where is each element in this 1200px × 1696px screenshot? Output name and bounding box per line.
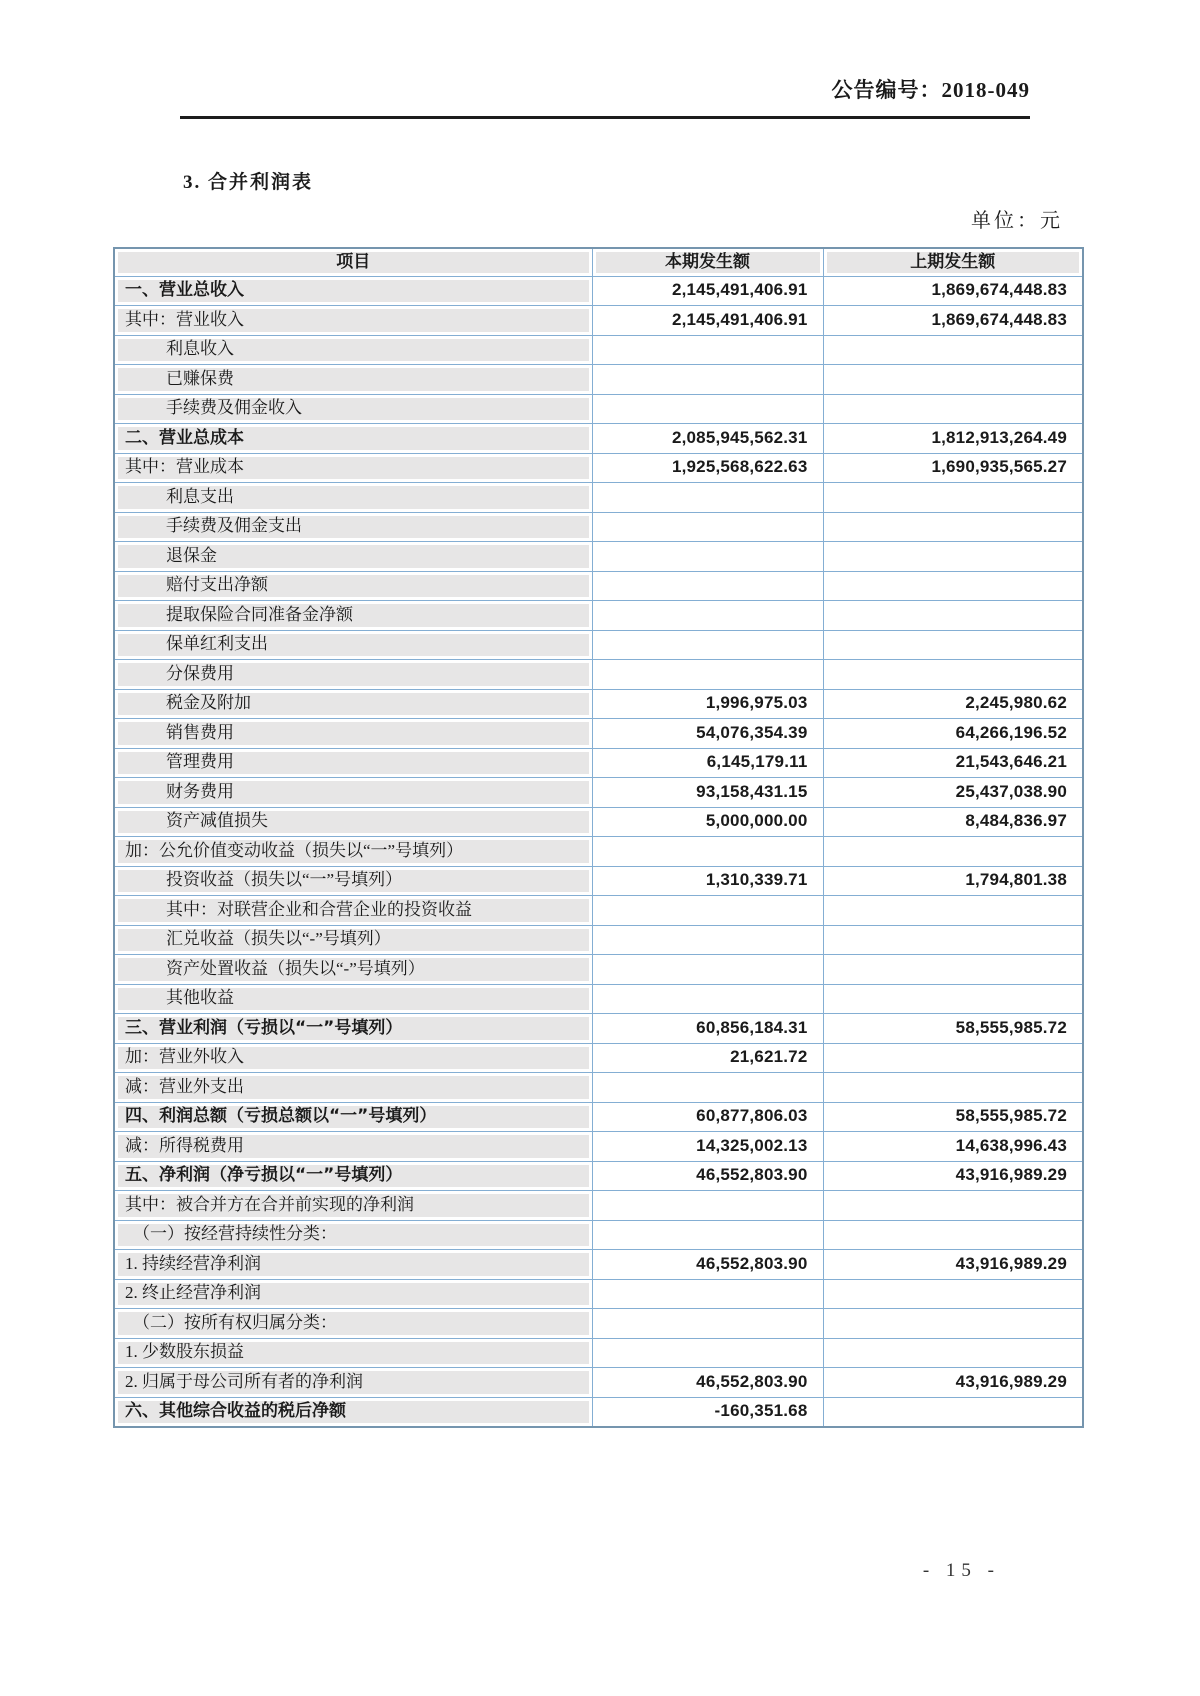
table-row (114, 1132, 1083, 1162)
prior-period-amount-cell (823, 276, 1083, 306)
table-row (114, 896, 1083, 926)
row-label-cell (114, 1043, 592, 1073)
current-period-amount: 1,996,975.03 (596, 693, 820, 716)
current-period-amount-cell (592, 807, 823, 837)
table-row (114, 571, 1083, 601)
current-period-amount (596, 368, 820, 391)
row-label: 汇兑收益（损失以“-”号填列） (118, 929, 589, 952)
table-row (114, 1014, 1083, 1044)
row-label: 销售费用 (118, 722, 589, 745)
prior-period-amount-cell (823, 807, 1083, 837)
current-period-amount (596, 634, 820, 657)
prior-period-amount-cell (823, 660, 1083, 690)
current-period-amount (596, 1283, 820, 1306)
current-period-amount-cell (592, 453, 823, 483)
row-label: 其中：被合并方在合并前实现的净利润 (118, 1194, 589, 1217)
row-label: 退保金 (118, 545, 589, 568)
prior-period-amount-cell (823, 1309, 1083, 1339)
table-row (114, 837, 1083, 867)
prior-period-amount-cell (823, 542, 1083, 572)
table-row (114, 424, 1083, 454)
table-row (114, 306, 1083, 336)
row-label: 其中：对联营企业和合营企业的投资收益 (118, 899, 589, 922)
current-period-amount-cell (592, 1073, 823, 1103)
table-row (114, 276, 1083, 306)
current-period-amount: 14,325,002.13 (596, 1135, 820, 1158)
table-row (114, 453, 1083, 483)
row-label-cell (114, 1338, 592, 1368)
row-label: 减：营业外支出 (118, 1076, 589, 1099)
current-period-amount-cell (592, 837, 823, 867)
table-row (114, 1368, 1083, 1398)
prior-period-amount (827, 1342, 1080, 1365)
current-period-amount (596, 1224, 820, 1247)
current-period-amount-cell (592, 896, 823, 926)
prior-period-amount (827, 663, 1080, 686)
prior-period-amount (827, 1283, 1080, 1306)
current-period-amount-cell (592, 1043, 823, 1073)
header-rule (180, 116, 1030, 119)
current-period-amount: 2,085,945,562.31 (596, 427, 820, 450)
prior-period-amount (827, 899, 1080, 922)
prior-period-amount-cell (823, 335, 1083, 365)
current-period-amount-cell (592, 424, 823, 454)
row-label-cell (114, 1191, 592, 1221)
row-label: （一）按经营持续性分类： (118, 1224, 589, 1247)
current-period-amount: 1,310,339.71 (596, 870, 820, 893)
prior-period-amount-cell (823, 1161, 1083, 1191)
table-row (114, 542, 1083, 572)
prior-period-amount-cell (823, 1250, 1083, 1280)
current-period-amount-cell (592, 660, 823, 690)
current-period-amount-cell (592, 1132, 823, 1162)
prior-period-amount-cell (823, 925, 1083, 955)
prior-period-amount-cell (823, 453, 1083, 483)
current-period-amount (596, 575, 820, 598)
current-period-amount-cell (592, 276, 823, 306)
row-label: 资产处置收益（损失以“-”号填列） (118, 958, 589, 981)
prior-period-amount (827, 988, 1080, 1011)
prior-period-amount (827, 1047, 1080, 1070)
row-label-cell (114, 542, 592, 572)
current-period-amount-cell (592, 630, 823, 660)
prior-period-amount-cell (823, 719, 1083, 749)
row-label: 1. 少数股东损益 (118, 1342, 589, 1365)
row-label: 减：所得税费用 (118, 1135, 589, 1158)
table-header (114, 248, 1083, 276)
row-label: 已赚保费 (118, 368, 589, 391)
row-label-cell (114, 1073, 592, 1103)
current-period-amount-cell (592, 306, 823, 336)
table-row (114, 365, 1083, 395)
row-label-cell (114, 630, 592, 660)
current-period-amount: 54,076,354.39 (596, 722, 820, 745)
prior-period-amount-cell (823, 1338, 1083, 1368)
prior-period-amount-cell (823, 483, 1083, 513)
row-label-cell (114, 837, 592, 867)
current-period-amount-cell (592, 1014, 823, 1044)
table-row (114, 984, 1083, 1014)
prior-period-amount-cell (823, 1102, 1083, 1132)
current-period-amount: 93,158,431.15 (596, 781, 820, 804)
prior-period-amount (827, 1401, 1080, 1423)
table-row (114, 1250, 1083, 1280)
current-period-amount (596, 929, 820, 952)
prior-period-amount: 14,638,996.43 (827, 1135, 1080, 1158)
row-label-cell (114, 483, 592, 513)
row-label: 一、营业总收入 (118, 280, 589, 303)
prior-period-amount (827, 1312, 1080, 1335)
current-period-amount: 60,877,806.03 (596, 1106, 820, 1129)
row-label-cell (114, 807, 592, 837)
row-label: 四、利润总额（亏损总额以“一”号填列） (118, 1106, 589, 1129)
table-row (114, 1279, 1083, 1309)
prior-period-amount: 1,869,674,448.83 (827, 309, 1080, 332)
current-period-amount: 21,621.72 (596, 1047, 820, 1070)
prior-period-amount (827, 634, 1080, 657)
row-label: 资产减值损失 (118, 811, 589, 834)
prior-period-amount-cell (823, 1279, 1083, 1309)
current-period-amount-cell (592, 1250, 823, 1280)
row-label: 税金及附加 (118, 693, 589, 716)
prior-period-amount: 1,812,913,264.49 (827, 427, 1080, 450)
table-row (114, 719, 1083, 749)
prior-period-amount: 8,484,836.97 (827, 811, 1080, 834)
current-period-amount-cell (592, 1368, 823, 1398)
current-period-amount-cell (592, 748, 823, 778)
table-row (114, 1309, 1083, 1339)
row-label-cell (114, 689, 592, 719)
prior-period-amount-cell (823, 601, 1083, 631)
prior-period-amount-cell (823, 748, 1083, 778)
prior-period-amount-cell (823, 778, 1083, 808)
row-label: 二、营业总成本 (118, 427, 589, 450)
prior-period-amount (827, 486, 1080, 509)
table-body (114, 276, 1083, 1427)
table-header-row (114, 248, 1083, 276)
row-label-cell (114, 748, 592, 778)
current-period-amount: 46,552,803.90 (596, 1371, 820, 1394)
prior-period-amount: 58,555,985.72 (827, 1106, 1080, 1129)
current-period-amount (596, 958, 820, 981)
row-label-cell (114, 1161, 592, 1191)
prior-period-amount-cell (823, 837, 1083, 867)
unit-label: 单位：元 (971, 210, 1063, 232)
current-period-amount (596, 1312, 820, 1335)
row-label: 其他收益 (118, 988, 589, 1011)
table-row (114, 1161, 1083, 1191)
current-period-amount-cell (592, 925, 823, 955)
current-period-amount (596, 398, 820, 421)
row-label: 五、净利润（净亏损以“一”号填列） (118, 1165, 589, 1188)
prior-period-amount: 43,916,989.29 (827, 1253, 1080, 1276)
current-period-amount (596, 988, 820, 1011)
current-period-amount-cell (592, 1191, 823, 1221)
table-row (114, 1397, 1083, 1427)
current-period-amount-cell (592, 571, 823, 601)
current-period-amount-cell (592, 1161, 823, 1191)
current-period-amount (596, 1342, 820, 1365)
current-period-amount-cell (592, 601, 823, 631)
row-label-cell (114, 955, 592, 985)
prior-period-amount: 43,916,989.29 (827, 1165, 1080, 1188)
row-label: 手续费及佣金支出 (118, 516, 589, 539)
current-period-amount: 46,552,803.90 (596, 1165, 820, 1188)
row-label-cell (114, 335, 592, 365)
row-label-cell (114, 984, 592, 1014)
prior-period-amount (827, 545, 1080, 568)
prior-period-amount-cell (823, 1191, 1083, 1221)
column-header-prior-period-label: 上期发生额 (827, 252, 1080, 273)
row-label: 加：公允价值变动收益（损失以“一”号填列） (118, 840, 589, 863)
doc-header (180, 74, 1030, 119)
row-label: 2. 归属于母公司所有者的净利润 (118, 1371, 589, 1394)
row-label-cell (114, 778, 592, 808)
current-period-amount-cell (592, 984, 823, 1014)
current-period-amount (596, 486, 820, 509)
prior-period-amount (827, 1224, 1080, 1247)
current-period-amount-cell (592, 1338, 823, 1368)
column-header-current-period (592, 248, 823, 276)
row-label: 保单红利支出 (118, 634, 589, 657)
current-period-amount (596, 663, 820, 686)
row-label: 投资收益（损失以“一”号填列） (118, 870, 589, 893)
row-label: 利息支出 (118, 486, 589, 509)
table-row (114, 1043, 1083, 1073)
table-row (114, 807, 1083, 837)
row-label-cell (114, 660, 592, 690)
row-label-cell (114, 1014, 592, 1044)
prior-period-amount-cell (823, 689, 1083, 719)
current-period-amount: 2,145,491,406.91 (596, 309, 820, 332)
current-period-amount: 5,000,000.00 (596, 811, 820, 834)
prior-period-amount (827, 840, 1080, 863)
prior-period-amount (827, 516, 1080, 539)
current-period-amount (596, 899, 820, 922)
table-row (114, 955, 1083, 985)
row-label: 利息收入 (118, 339, 589, 362)
row-label-cell (114, 453, 592, 483)
table-row (114, 1191, 1083, 1221)
prior-period-amount-cell (823, 1014, 1083, 1044)
row-label: （二）按所有权归属分类： (118, 1312, 589, 1335)
row-label-cell (114, 512, 592, 542)
row-label: 赔付支出净额 (118, 575, 589, 598)
current-period-amount-cell (592, 542, 823, 572)
prior-period-amount-cell (823, 394, 1083, 424)
current-period-amount-cell (592, 365, 823, 395)
prior-period-amount: 2,245,980.62 (827, 693, 1080, 716)
prior-period-amount-cell (823, 1043, 1083, 1073)
current-period-amount-cell (592, 1102, 823, 1132)
current-period-amount-cell (592, 335, 823, 365)
row-label-cell (114, 1132, 592, 1162)
row-label: 分保费用 (118, 663, 589, 686)
current-period-amount (596, 545, 820, 568)
prior-period-amount-cell (823, 955, 1083, 985)
row-label-cell (114, 276, 592, 306)
row-label-cell (114, 1250, 592, 1280)
prior-period-amount-cell (823, 571, 1083, 601)
current-period-amount-cell (592, 689, 823, 719)
table-row (114, 483, 1083, 513)
prior-period-amount-cell (823, 1220, 1083, 1250)
current-period-amount-cell (592, 955, 823, 985)
table-row (114, 394, 1083, 424)
current-period-amount-cell (592, 719, 823, 749)
prior-period-amount (827, 1194, 1080, 1217)
prior-period-amount-cell (823, 984, 1083, 1014)
current-period-amount: 60,856,184.31 (596, 1017, 820, 1040)
row-label-cell (114, 925, 592, 955)
current-period-amount-cell (592, 1309, 823, 1339)
row-label: 财务费用 (118, 781, 589, 804)
row-label: 2. 终止经营净利润 (118, 1283, 589, 1306)
current-period-amount-cell (592, 483, 823, 513)
current-period-amount-cell (592, 1279, 823, 1309)
row-label: 其中：营业收入 (118, 309, 589, 332)
row-label-cell (114, 1220, 592, 1250)
prior-period-amount: 1,690,935,565.27 (827, 457, 1080, 480)
column-header-item (114, 248, 592, 276)
table-row (114, 1073, 1083, 1103)
current-period-amount (596, 840, 820, 863)
table-row (114, 630, 1083, 660)
row-label: 六、其他综合收益的税后净额 (118, 1401, 589, 1423)
prior-period-amount-cell (823, 1132, 1083, 1162)
prior-period-amount (827, 1076, 1080, 1099)
row-label: 三、营业利润（亏损以“一”号填列） (118, 1017, 589, 1040)
row-label-cell (114, 1397, 592, 1427)
row-label: 提取保险合同准备金净额 (118, 604, 589, 627)
prior-period-amount-cell (823, 365, 1083, 395)
current-period-amount: 6,145,179.11 (596, 752, 820, 775)
row-label-cell (114, 601, 592, 631)
current-period-amount: 2,145,491,406.91 (596, 280, 820, 303)
current-period-amount: -160,351.68 (596, 1401, 820, 1423)
prior-period-amount (827, 368, 1080, 391)
prior-period-amount: 1,794,801.38 (827, 870, 1080, 893)
column-header-prior-period (823, 248, 1083, 276)
row-label-cell (114, 394, 592, 424)
prior-period-amount: 1,869,674,448.83 (827, 280, 1080, 303)
prior-period-amount (827, 575, 1080, 598)
row-label-cell (114, 1368, 592, 1398)
notice-number: 公告编号：2018-049 (831, 78, 1030, 102)
column-header-current-period-label: 本期发生额 (596, 252, 820, 273)
column-header-item-label: 项目 (118, 252, 589, 273)
current-period-amount (596, 516, 820, 539)
current-period-amount (596, 1076, 820, 1099)
current-period-amount-cell (592, 778, 823, 808)
prior-period-amount: 64,266,196.52 (827, 722, 1080, 745)
prior-period-amount-cell (823, 896, 1083, 926)
row-label-cell (114, 866, 592, 896)
prior-period-amount: 58,555,985.72 (827, 1017, 1080, 1040)
current-period-amount-cell (592, 1220, 823, 1250)
row-label-cell (114, 1102, 592, 1132)
section-title: 3. 合并利润表 (183, 172, 314, 193)
prior-period-amount-cell (823, 424, 1083, 454)
table-row (114, 512, 1083, 542)
row-label-cell (114, 424, 592, 454)
prior-period-amount-cell (823, 512, 1083, 542)
current-period-amount-cell (592, 1397, 823, 1427)
row-label-cell (114, 896, 592, 926)
row-label: 1. 持续经营净利润 (118, 1253, 589, 1276)
prior-period-amount (827, 339, 1080, 362)
table-row (114, 660, 1083, 690)
row-label-cell (114, 719, 592, 749)
table-row (114, 866, 1083, 896)
row-label-cell (114, 306, 592, 336)
table-row (114, 925, 1083, 955)
row-label: 加：营业外收入 (118, 1047, 589, 1070)
table-row (114, 689, 1083, 719)
table-row (114, 778, 1083, 808)
current-period-amount: 46,552,803.90 (596, 1253, 820, 1276)
table-row (114, 601, 1083, 631)
row-label: 其中：营业成本 (118, 457, 589, 480)
prior-period-amount (827, 398, 1080, 421)
row-label-cell (114, 365, 592, 395)
current-period-amount-cell (592, 512, 823, 542)
table-row (114, 1220, 1083, 1250)
prior-period-amount-cell (823, 630, 1083, 660)
row-label-cell (114, 1279, 592, 1309)
page-number: - 15 - (922, 1560, 1000, 1581)
current-period-amount (596, 339, 820, 362)
row-label: 管理费用 (118, 752, 589, 775)
prior-period-amount (827, 929, 1080, 952)
table-row (114, 1338, 1083, 1368)
current-period-amount (596, 604, 820, 627)
row-label-cell (114, 1309, 592, 1339)
prior-period-amount-cell (823, 1073, 1083, 1103)
table-row (114, 335, 1083, 365)
prior-period-amount-cell (823, 866, 1083, 896)
row-label: 手续费及佣金收入 (118, 398, 589, 421)
prior-period-amount (827, 958, 1080, 981)
current-period-amount-cell (592, 866, 823, 896)
prior-period-amount (827, 604, 1080, 627)
prior-period-amount: 21,543,646.21 (827, 752, 1080, 775)
row-label-cell (114, 571, 592, 601)
current-period-amount (596, 1194, 820, 1217)
table-row (114, 1102, 1083, 1132)
current-period-amount: 1,925,568,622.63 (596, 457, 820, 480)
current-period-amount-cell (592, 394, 823, 424)
consolidated-income-statement-table (113, 247, 1084, 1428)
table-row (114, 748, 1083, 778)
prior-period-amount-cell (823, 1397, 1083, 1427)
prior-period-amount: 25,437,038.90 (827, 781, 1080, 804)
prior-period-amount-cell (823, 1368, 1083, 1398)
prior-period-amount: 43,916,989.29 (827, 1371, 1080, 1394)
prior-period-amount-cell (823, 306, 1083, 336)
